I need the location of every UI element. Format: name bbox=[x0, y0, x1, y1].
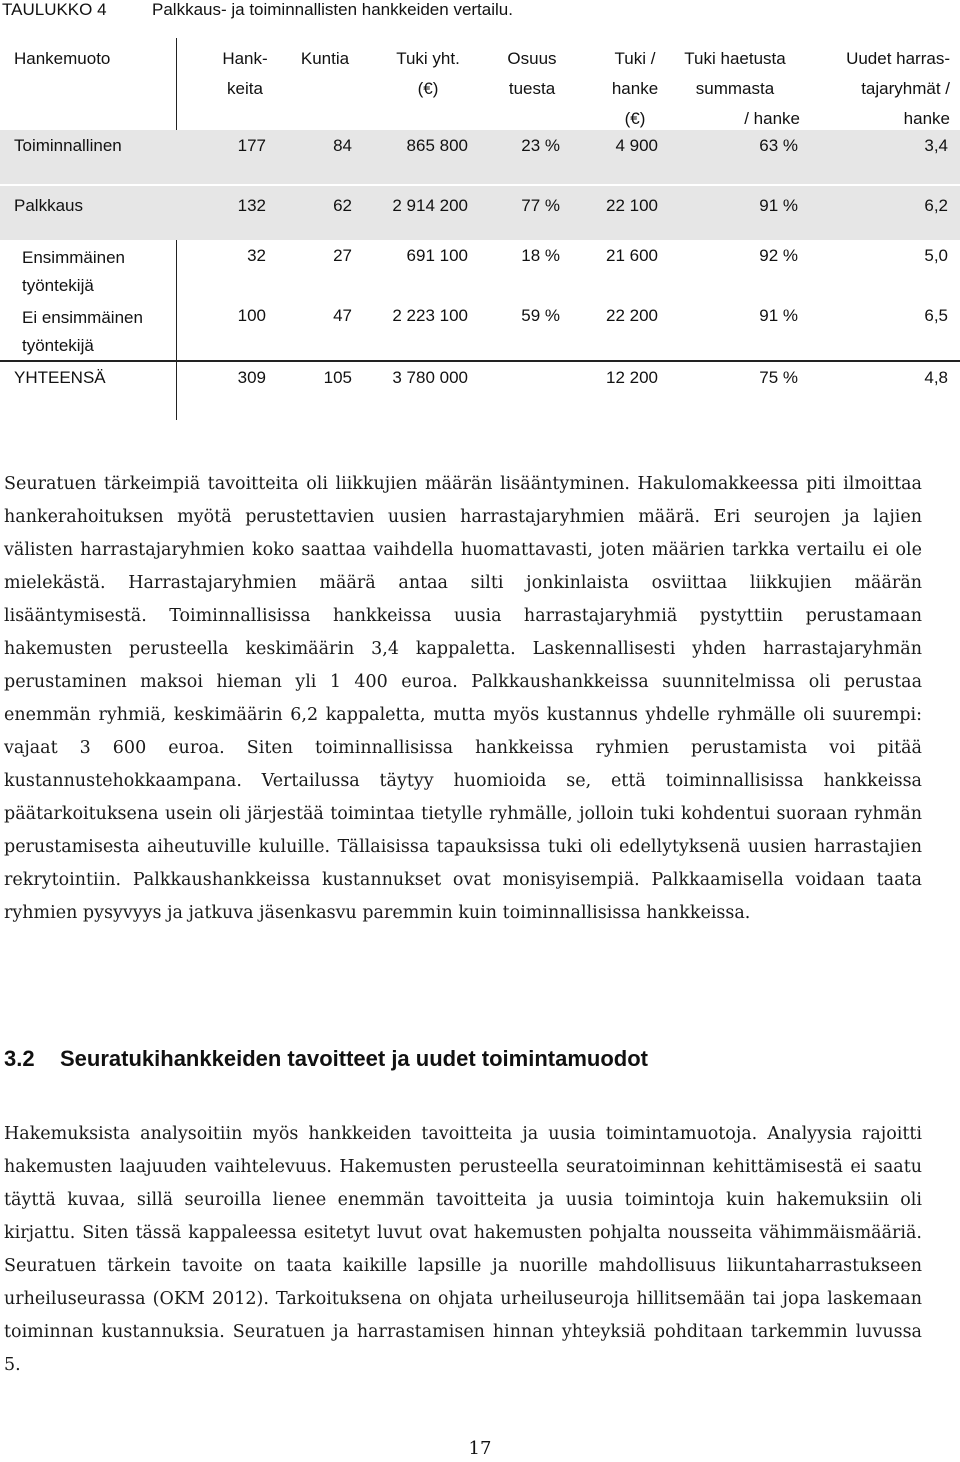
cell-kuntia: 47 bbox=[333, 306, 352, 325]
cell-tuki-yht: 2 223 100 bbox=[392, 306, 468, 325]
header-tuki-haetusta: Tuki haetusta summasta / hanke bbox=[684, 49, 800, 128]
cell-tuki-haetusta: 92 % bbox=[759, 246, 798, 265]
cell-osuus: 18 % bbox=[521, 246, 560, 265]
cell-uudet-ryhmat: 6,5 bbox=[924, 306, 948, 325]
table-number: TAULUKKO 4 bbox=[2, 0, 107, 19]
table-header-row bbox=[0, 38, 960, 130]
paragraph-2: Hakemuksista analysoitiin myös hankkeiden tavoitteita ja uusia toimintamuotoja. Analyysia rajoitti hakemusten laajuuden vaihtelevuus. Hakemusten perusteella seuratoiminnan kehittämisestä ei saatu täyttä kuvaa, sillä seuroilla lienee enemmän tavoitteita ja uusia toimintoja kuin hakemuksiin oli kirjattu. Siten tässä kappaleessa esitetyt luvut ovat hakemusten pohjalta nousseita vähimmäismääriä. Seuratuen tärkein tavoite on taata kaikille lapsille ja nuorille mahdollisuus liikuntaharrastukseen urheiluseurassa (OKM 2012). Tarkoituksena on ohjata urheiluseuroja hillitsemään tai jopa laskemaan toiminnan kustannuksia. Seuratuen ja harrastamisen hinnan yhteyksiä pohditaan tarkemmin luvussa 5. bbox=[4, 1124, 922, 1375]
cell-tuki-yht: 691 100 bbox=[406, 246, 468, 265]
cell-kuntia: 84 bbox=[333, 136, 352, 155]
cell-kuntia: 62 bbox=[333, 196, 352, 215]
cell-hankkeita: 100 bbox=[237, 306, 266, 325]
cell-tuki-hanke: 12 200 bbox=[606, 368, 658, 387]
table-caption bbox=[0, 0, 960, 26]
table-row-total bbox=[0, 360, 960, 416]
cell-osuus: 23 % bbox=[521, 136, 560, 155]
cell-osuus: 77 % bbox=[521, 196, 560, 215]
table-row bbox=[0, 130, 960, 184]
cell-tuki-yht: 865 800 bbox=[406, 136, 468, 155]
header-osuus: Osuus tuesta bbox=[507, 49, 557, 98]
table-row bbox=[0, 300, 960, 360]
section-title: Seuratukihankkeiden tavoitteet ja uudet toimintamuodot bbox=[60, 1046, 648, 1071]
cell-tuki-haetusta: 91 % bbox=[759, 306, 798, 325]
cell-tuki-hanke: 22 100 bbox=[606, 196, 658, 215]
cell-kuntia: 105 bbox=[323, 368, 352, 387]
cell-osuus: 59 % bbox=[521, 306, 560, 325]
page-number: 17 bbox=[468, 1438, 492, 1459]
row-label: Ensimmäinen työntekijä bbox=[22, 248, 125, 295]
section-number: 3.2 bbox=[4, 1046, 35, 1071]
table-row bbox=[0, 184, 960, 240]
paragraph-1: Seuratuen tärkeimpiä tavoitteita oli liikkujien määrän lisääntyminen. Hakulomakkeessa piti ilmoittaa hankerahoituksen myötä perustettavien uusien harrastajaryhmien määrä. Eri seurojen ja lajien välisten harrastajaryhmien koko saattaa vaihdella huomattavasti, joten määrien tarkka vertailu ei ole mielekästä. Harrastajaryhmien määrä antaa silti jonkinlaista osviittaa liikkujien määrän lisääntymisestä. Toiminnallisissa hankkeissa uusia harrastajaryhmiä pystyttiin perustamaan hakemusten perusteella keskimäärin 3,4 kappaletta. Laskennallisesti yhden harrastajaryhmän perustaminen maksoi hieman yli 1 400 euroa. Palkkaushankkeissa suunnitelmissa oli perustaa enemmän ryhmiä, keskimäärin 6,2 kappaletta, mutta myös kustannus yhdelle ryhmälle oli suurempi: vajaat 3 600 euroa. Siten toiminnallisissa hankkeissa ryhmien perustamista voi pitää kustannustehokkaampana. Vertailussa täytyy huomioida se, että toiminnallisissa hankkeissa päätarkoituksena usein oli järjestää toimintaa tietylle ryhmälle, jolloin tuki kohdentui suoraan ryhmän perustamisesta aiheutuville kuluille. Tällaisissa tapauksissa tuki oli edellytyksenä uusien harrastajien rekrytointiin. Palkkaushankkeissa kustannukset ovat monisyisempiä. Palkkaamisella voidaan taata ryhmien pysyvyys ja jatkuva jäsenkasvu paremmin kuin toiminnallisissa hankkeissa. bbox=[4, 474, 922, 923]
cell-tuki-hanke: 21 600 bbox=[606, 246, 658, 265]
row-label: Ei ensimmäinen työntekijä bbox=[22, 308, 143, 355]
header-kuntia: Kuntia bbox=[300, 49, 350, 68]
table-row bbox=[0, 240, 960, 300]
table-title: Palkkaus- ja toiminnallisten hankkeiden vertailu. bbox=[152, 0, 513, 19]
cell-hankkeita: 32 bbox=[247, 246, 266, 265]
cell-uudet-ryhmat: 6,2 bbox=[924, 196, 948, 215]
row-label: YHTEENSÄ bbox=[14, 368, 106, 387]
cell-uudet-ryhmat: 4,8 bbox=[924, 368, 948, 387]
header-uudet-ryhmat: Uudet harras- tajaryhmät / hanke bbox=[846, 49, 950, 128]
cell-tuki-yht: 2 914 200 bbox=[392, 196, 468, 215]
header-hankemuoto: Hankemuoto bbox=[14, 49, 111, 68]
cell-hankkeita: 132 bbox=[237, 196, 266, 215]
cell-hankkeita: 177 bbox=[237, 136, 266, 155]
cell-tuki-hanke: 4 900 bbox=[615, 136, 658, 155]
cell-tuki-haetusta: 75 % bbox=[759, 368, 798, 387]
row-label: Toiminnallinen bbox=[14, 136, 122, 155]
section-heading bbox=[4, 1046, 648, 1072]
cell-tuki-hanke: 22 200 bbox=[606, 306, 658, 325]
cell-hankkeita: 309 bbox=[237, 368, 266, 387]
header-tuki-yht: Tuki yht. (€) bbox=[396, 49, 460, 98]
cell-tuki-yht: 3 780 000 bbox=[392, 368, 468, 387]
cell-tuki-haetusta: 91 % bbox=[759, 196, 798, 215]
header-hankkeita: Hank- keita bbox=[222, 49, 268, 98]
row-label: Palkkaus bbox=[14, 196, 83, 215]
header-tuki-hanke: Tuki / hanke (€) bbox=[611, 49, 659, 128]
cell-kuntia: 27 bbox=[333, 246, 352, 265]
comparison-table bbox=[0, 38, 960, 416]
cell-tuki-haetusta: 63 % bbox=[759, 136, 798, 155]
cell-uudet-ryhmat: 3,4 bbox=[924, 136, 948, 155]
cell-uudet-ryhmat: 5,0 bbox=[924, 246, 948, 265]
